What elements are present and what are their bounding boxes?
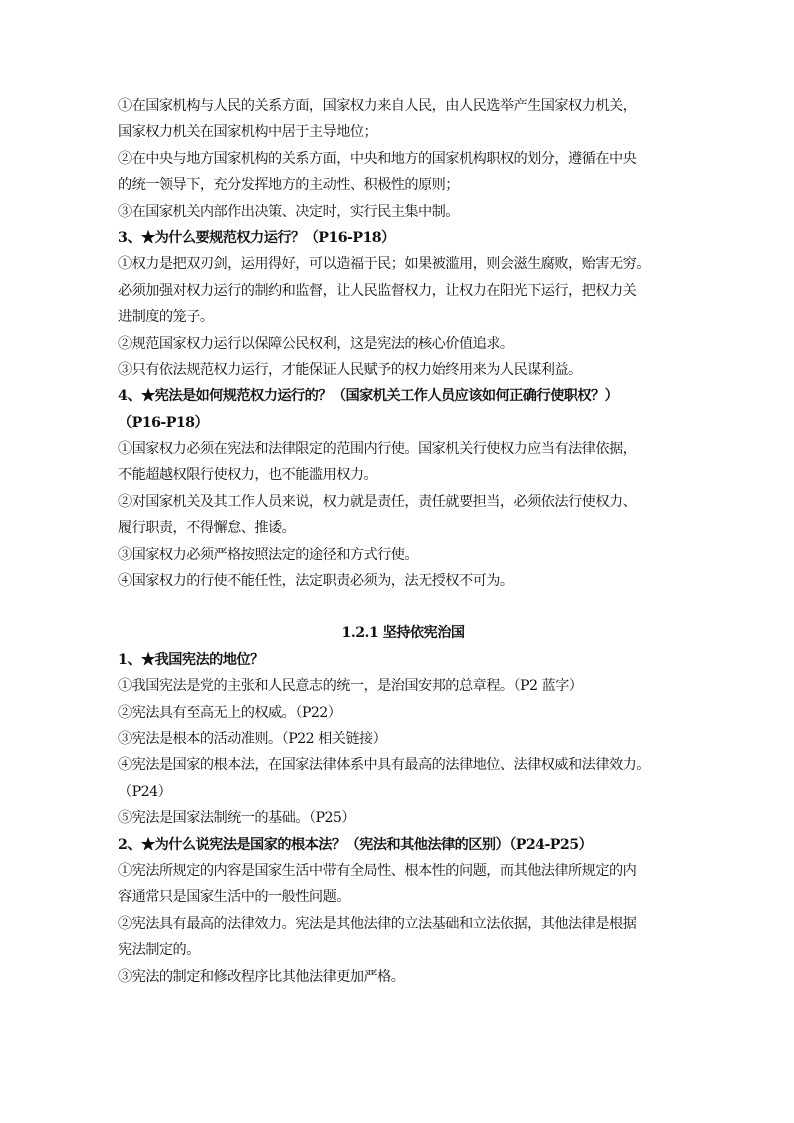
text-line: ④宪法是国家的根本法，在国家法律体系中具有最高的法律地位、法律权威和法律效力。	[118, 757, 650, 774]
principles-block	[118, 93, 688, 225]
text-line: 的统一领导下，充分发挥地方的主动性、积极性的原则；	[118, 177, 459, 194]
text-line: ③宪法的制定和修改程序比其他法律更加严格。	[118, 968, 405, 985]
document-page	[118, 93, 688, 990]
text-line: ②宪法具有至高无上的权威。（P22）	[118, 704, 342, 721]
text-line: 不能超越权限行使权力，也不能滥用权力。	[118, 467, 378, 484]
text-line: 履行职责，不得懈怠、推诿。	[118, 520, 296, 537]
text-line: 进制度的笼子。	[118, 309, 214, 326]
answer-block	[118, 673, 688, 831]
text-line: 国家权力机关在国家机构中居于主导地位；	[118, 124, 378, 141]
text-line: ①在国家机构与人民的关系方面，国家权力来自人民，由人民选举产生国家权力机关，	[118, 98, 637, 114]
spacer	[118, 594, 688, 620]
question-title: 3、★为什么要规范权力运行？（P16-P18）	[118, 229, 395, 246]
answer-block	[118, 436, 688, 594]
text-line: ②在中央与地方国家机构的关系方面，中央和地方的国家机构职权的划分，遵循在中央	[118, 150, 637, 167]
text-line: 容通常只是国家生活中的一般性问题。	[118, 889, 350, 906]
text-line: ③宪法是根本的活动准则。（P22 相关链接）	[118, 730, 387, 747]
answer-block	[118, 858, 688, 990]
question-title: 2、★为什么说宪法是国家的根本法？（宪法和其他法律的区别）（P24-P25）	[118, 836, 593, 853]
answer-block	[118, 251, 688, 383]
text-line: ①宪法所规定的内容是国家生活中带有全局性、根本性的问题，而其他法律所规定的内	[118, 862, 637, 879]
text-line: ⑤宪法是国家法制统一的基础。（P25）	[118, 810, 356, 827]
text-line: 必须加强对权力运行的制约和监督，让人民监督权力，让权力在阳光下运行，把权力关	[118, 282, 637, 299]
text-line: 宪法制定的。	[118, 942, 200, 959]
text-line: ④国家权力的行使不能任性，法定职责必须为，法无授权不可为。	[118, 573, 514, 590]
question-title: （P16-P18）	[118, 414, 209, 431]
text-line: ②对国家机关及其工作人员来说，权力就是责任，责任就要担当，必须依法行使权力、	[118, 493, 637, 510]
text-line: ①权力是把双刃剑，运用得好，可以造福于民；如果被滥用，则会滋生腐败，贻害无穷。	[118, 256, 650, 273]
question-title: 4、★宪法是如何规范权力运行的？（国家机关工作人员应该如何正确行使职权？）	[118, 388, 619, 405]
text-line: ③只有依法规范权力运行，才能保证人民赋予的权力始终用来为人民谋利益。	[118, 361, 582, 378]
question-title: 1、★我国宪法的地位？	[118, 651, 264, 668]
text-line: （P24）	[118, 783, 172, 800]
text-line: ①我国宪法是党的主张和人民意志的统一，是治国安邦的总章程。（P2 蓝字）	[118, 678, 583, 695]
text-line: ③国家权力必须严格按照法定的途径和方式行使。	[118, 546, 419, 563]
text-line: ②规范国家权力运行以保障公民权利，这是宪法的核心价值追求。	[118, 335, 514, 352]
text-line: ③在国家机关内部作出决策、决定时，实行民主集中制。	[118, 203, 459, 220]
text-line: ①国家权力必须在宪法和法律限定的范围内行使。国家机关行使权力应当有法律依据，	[118, 441, 637, 458]
text-line: ②宪法具有最高的法律效力。宪法是其他法律的立法基础和立法依据，其他法律是根据	[118, 915, 637, 932]
section-heading: 1.2.1 坚持依宪治国	[341, 625, 465, 642]
